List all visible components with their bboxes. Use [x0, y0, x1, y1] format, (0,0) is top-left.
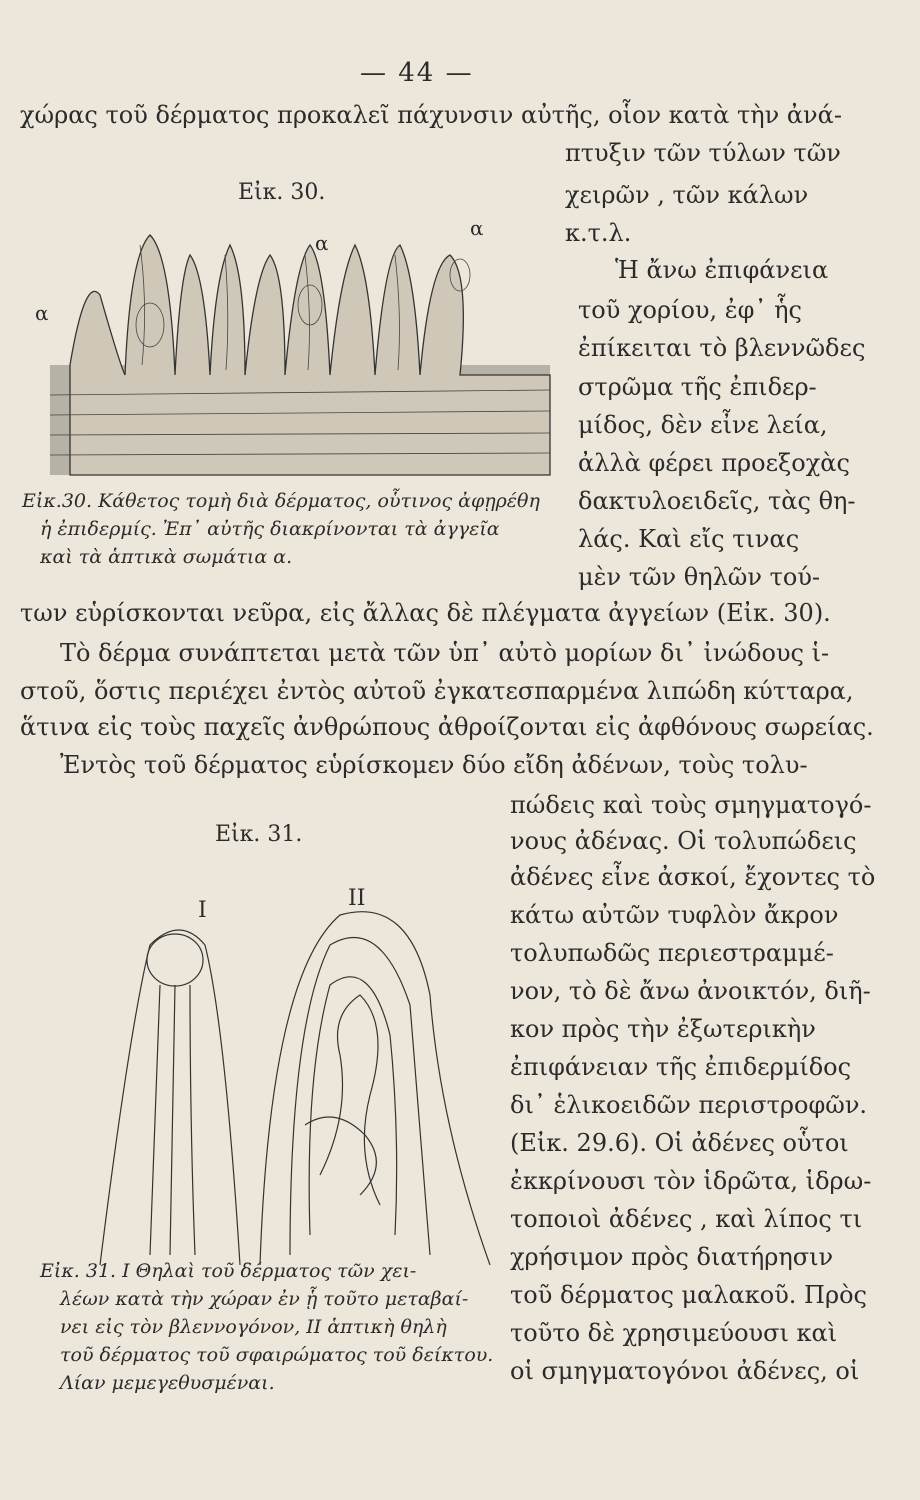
- figure-31-caption-line: Λίαν μεμεγεθυσμέναι.: [60, 1372, 275, 1394]
- figure-30-caption-line: Εἰκ.30. Κάθετος τομὴ διὰ δέρματος, οὗτινος ἀφῃρέθη: [22, 490, 540, 512]
- text-line: χώρας τοῦ δέρματος προκαλεῖ πάχυνσιν αὐτῆς, οἷον κατὰ τὴν ἀνά-: [20, 101, 842, 129]
- figure-30-label-a-mid: α: [315, 231, 329, 255]
- text-line: κον πρὸς τὴν ἐξωτερικὴν: [510, 1015, 816, 1043]
- figure-31-label-II: II: [348, 886, 366, 911]
- text-line: των εὑρίσκονται νεῦρα, εἰς ἄλλας δὲ πλέγματα ἀγγείων (Εἰκ. 30).: [20, 599, 831, 627]
- text-line: λάς. Καὶ εἴς τινας: [578, 525, 800, 553]
- text-line: ἐπίκειται τὸ βλεννῶδες: [578, 334, 866, 362]
- text-line: τοποιοὶ ἀδένες , καὶ λίπος τι: [510, 1205, 863, 1233]
- text-line: τοῦ χορίου, ἐφ᾽ ἧς: [578, 296, 802, 324]
- figure-31-heading: Εἰκ. 31.: [215, 822, 303, 847]
- text-line: πτυξιν τῶν τύλων τῶν: [565, 139, 841, 167]
- text-line: πώδεις καὶ τοὺς σμηγματογό-: [510, 791, 872, 819]
- figure-30-label-a-right: α: [470, 216, 484, 240]
- figure-31-caption-line: λέων κατὰ τὴν χώραν ἐν ᾗ τοῦτο μεταβαί-: [60, 1288, 469, 1310]
- text-line: μὲν τῶν θηλῶν τού-: [578, 563, 821, 591]
- text-line: στρῶμα τῆς ἐπιδερ-: [578, 373, 817, 401]
- text-line: Ἐντὸς τοῦ δέρματος εὑρίσκομεν δύο εἴδη ἀδένων, τοὺς τολυ-: [60, 751, 808, 779]
- text-line: (Εἰκ. 29.6). Οἱ ἀδένες οὗτοι: [510, 1129, 849, 1157]
- text-line: Τὸ δέρμα συνάπτεται μετὰ τῶν ὑπ᾽ αὐτὸ μορίων δι᾽ ἰνώδους ἱ-: [60, 639, 830, 667]
- text-line: ἀδένες εἶνε ἀσκοί, ἔχοντες τὸ: [510, 863, 876, 891]
- text-line: χειρῶν , τῶν κάλων: [565, 181, 809, 209]
- text-line: οἱ σμηγματογόνοι ἀδένες, οἱ: [510, 1357, 860, 1385]
- text-line: κ.τ.λ.: [565, 219, 632, 247]
- figure-31-illustration: [90, 875, 500, 1275]
- text-line: ἐκκρίνουσι τὸν ἱδρῶτα, ἱδρω-: [510, 1167, 872, 1195]
- text-line: Ἡ ἄνω ἐπιφάνεια: [615, 256, 829, 284]
- text-line: χρήσιμον πρὸς διατήρησιν: [510, 1243, 834, 1271]
- text-line: ἐπιφάνειαν τῆς ἐπιδερμίδος: [510, 1053, 852, 1081]
- figure-30-label-a-left: α: [35, 301, 49, 325]
- text-line: τοῦ δέρματος μαλακοῦ. Πρὸς: [510, 1281, 867, 1309]
- figure-31-caption-line: Εἰκ. 31. I Θηλαὶ τοῦ δέρματος τῶν χει-: [40, 1260, 417, 1282]
- text-line: δακτυλοειδεῖς, τὰς θη-: [578, 487, 856, 515]
- text-line: κάτω αὐτῶν τυφλὸν ἄκρον: [510, 901, 839, 929]
- text-line: ἀλλὰ φέρει προεξοχὰς: [578, 449, 850, 477]
- figure-30-illustration: [30, 215, 560, 490]
- figure-30-heading: Εἰκ. 30.: [238, 180, 326, 205]
- text-line: στοῦ, ὅστις περιέχει ἐντὸς αὐτοῦ ἐγκατεσπαρμένα λιπώδη κύτταρα,: [20, 677, 854, 705]
- text-line: μίδος, δὲν εἶνε λεία,: [578, 411, 828, 439]
- figure-31-caption-line: τοῦ δέρματος τοῦ σφαιρώματος τοῦ δείκτου.: [60, 1344, 494, 1366]
- text-line: νον, τὸ δὲ ἄνω ἀνοικτόν, διῆ-: [510, 977, 871, 1005]
- text-line: ἅτινα εἰς τοὺς παχεῖς ἀνθρώπους ἀθροίζονται εἰς ἀφθόνους σωρείας.: [20, 713, 874, 741]
- figure-30-caption-line: ἡ ἐπιδερμίς. Ἐπ᾽ αὐτῆς διακρίνονται τὰ ἀγγεῖα: [40, 518, 500, 540]
- text-line: τοῦτο δὲ χρησιμεύουσι καὶ: [510, 1319, 838, 1347]
- text-line: δι᾽ ἑλικοειδῶν περιστροφῶν.: [510, 1091, 868, 1119]
- page-number: — 44 —: [360, 58, 474, 88]
- figure-31-label-I: I: [198, 898, 207, 923]
- text-line: τολυπωδῶς περιεστραμμέ-: [510, 939, 834, 967]
- figure-31-caption-line: νει εἰς τὸν βλεννογόνον, II ἁπτικὴ θηλὴ: [60, 1316, 447, 1338]
- figure-30-caption-line: καὶ τὰ ἁπτικὰ σωμάτια α.: [40, 546, 293, 568]
- text-line: νους ἀδένας. Οἱ τολυπώδεις: [510, 827, 857, 855]
